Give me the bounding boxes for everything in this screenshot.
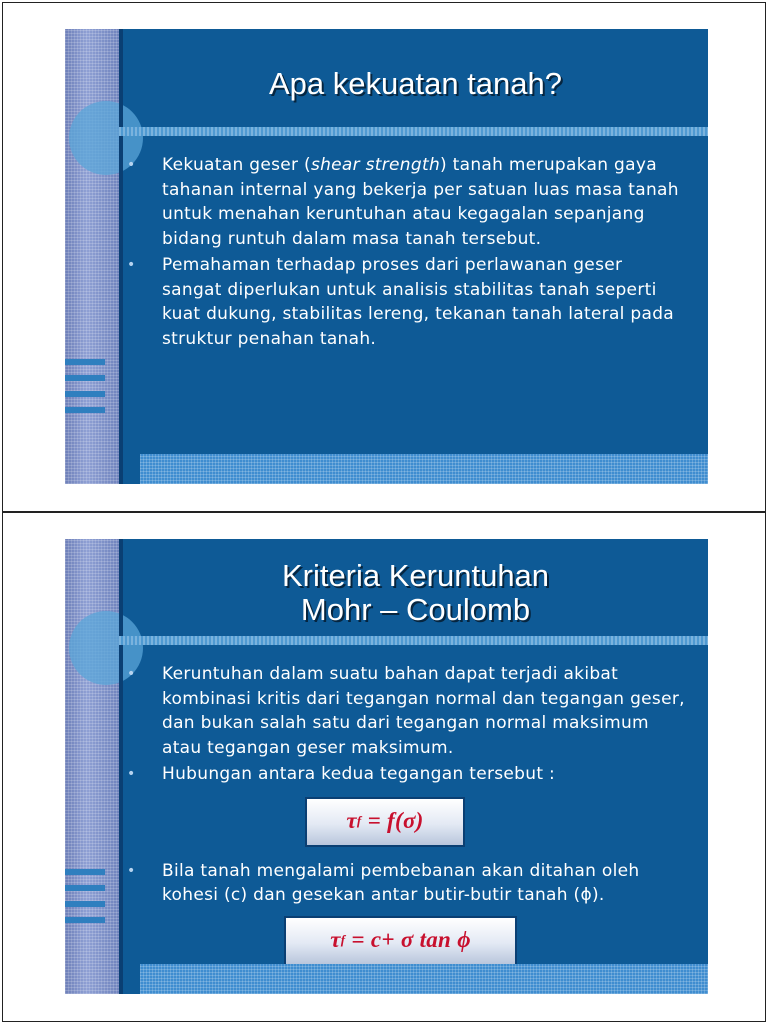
list-item: • Kekuatan geser (shear strength) tanah merupakan gaya tahanan internal yang bekerja per satuan luas masa tanah untuk menahan keruntuhan atau kegagalan sepanjang bidang runtuh dalam masa tanah tersebut. bbox=[127, 155, 679, 249]
bullet-list bbox=[127, 662, 686, 978]
list-item: • Keruntuhan dalam suatu bahan dapat terjadi akibat kombinasi kritis dari tegangan normal dan tegangan geser, dan bukan salah satu dari tegangan normal maksimum atau tegangan geser maksimum. bbox=[127, 664, 685, 758]
decorative-texture bbox=[65, 539, 119, 994]
formula-box: τ f = c+ σ tan ϕ bbox=[284, 916, 517, 966]
list-item: • Bila tanah mengalami pembebanan akan ditahan oleh kohesi (c) dan gesekan antar butir-butir tanah (ϕ). bbox=[127, 860, 640, 905]
slide-title: Apa kekuatan tanah? bbox=[268, 66, 563, 101]
footer-band bbox=[140, 454, 708, 484]
footer-band bbox=[140, 964, 708, 994]
bullet-list bbox=[127, 153, 686, 353]
divider bbox=[119, 636, 708, 645]
slide-frame-2 bbox=[2, 512, 766, 1022]
bullet-dot: • bbox=[127, 257, 136, 273]
list-item: • Hubungan antara kedua tegangan tersebut : bbox=[127, 762, 686, 787]
list-item: • Pemahaman terhadap proses dari perlawanan geser sangat diperlukan untuk analisis stabilitas tanah seperti kuat dukung, stabilitas lereng, tekanan tanah lateral pada struktur penahan tanah. bbox=[127, 255, 675, 349]
slide-frame-1 bbox=[2, 2, 766, 512]
divider bbox=[119, 127, 708, 136]
slide-2 bbox=[65, 539, 708, 994]
slide-1 bbox=[65, 29, 708, 484]
slide-title: Kriteria Keruntuhan Mohr – Coulomb bbox=[281, 558, 550, 627]
bullet-dot: • bbox=[127, 157, 136, 173]
bullet-dot: • bbox=[127, 862, 136, 879]
bullet-dot: • bbox=[127, 766, 136, 782]
decorative-texture bbox=[65, 29, 119, 484]
formula-box: τ f = f(σ) bbox=[305, 797, 465, 847]
bullet-dot: • bbox=[127, 666, 136, 682]
